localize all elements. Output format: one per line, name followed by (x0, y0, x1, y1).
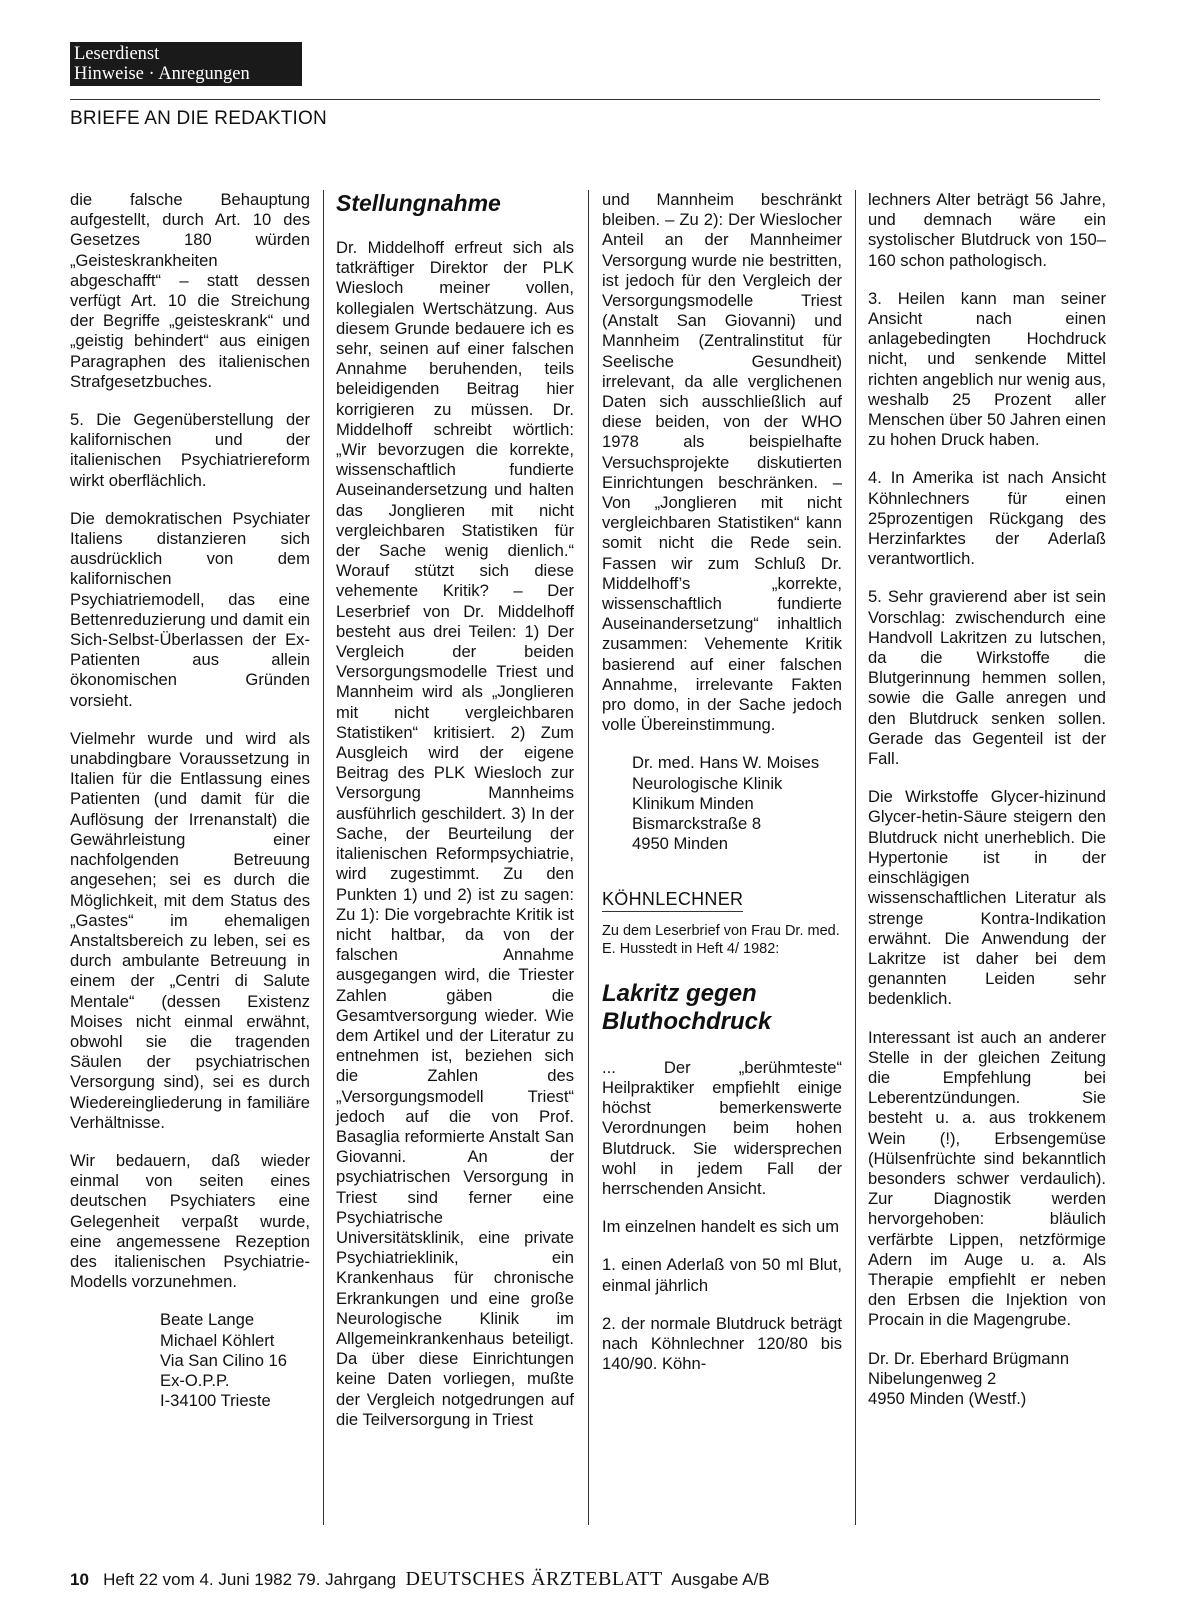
paragraph: 4. In Amerika ist nach Ansicht Köhnlechners für einen 25prozentigen Rückgang des Herzinfarktes der Aderlaß verantwortlich. (868, 468, 1106, 569)
paragraph: Die demokratischen Psychiater Italiens distanzieren sich ausdrücklich von dem kalifornischen Psychiatriemodell, das eine Bettenreduzierung und damit ein Sich-Selbst-Überlassen der Ex-Patienten aus allein ökonomischen Gründen vorsieht. (70, 508, 310, 710)
signature-line: Via San Cilino 16 (160, 1350, 287, 1370)
signature-block (632, 753, 842, 854)
paragraph: und Mannheim beschränkt bleiben. – Zu 2): Der Wieslocher Anteil an der Mannheimer Versorgung wurde nie bestritten, ist jedoch für den Vergleich der Versorgungsmodelle Triest (Anstalt San Giovanni) und Mannheim (Zentralinstitut für Seelische Gesundheit) irrelevant, da alle verglichenen Daten sich ausschließlich auf diese beiden, von der WHO 1978 als beispielhafte Versuchsprojekte diskutierten Einrichtungen beschränken. – Von „Jonglieren mit nicht vergleichbaren Statistiken“ kann somit nicht die Rede sein. Fassen wir zum Schluß Dr. Middelhoff’s „korrekte, wissenschaftlich fundierte Auseinandersetzung“ inhaltlich zusammen: Vehemente Kritik basierend auf einer falschen Annahme, irrelevante Fakten pro domo, in der Sache jedoch volle Übereinstimmung. (602, 190, 842, 735)
page-footer (70, 1568, 770, 1591)
signature-block (868, 1349, 1106, 1410)
magazine-name: DEUTSCHES ÄRZTEBLATT (405, 1568, 663, 1590)
article-heading: Lakritz gegen Bluthochdruck (602, 979, 772, 1035)
signature-line: Dr. med. Hans W. Moises (632, 753, 820, 773)
signature-line: Klinikum Minden (632, 793, 754, 813)
column-divider (323, 190, 324, 1525)
paragraph: Die Wirkstoffe Glycer-hizinund Glycer-hetin-Säure steigern den Blutdruck nicht unerheblich. Die Hypertonie ist in der einschlägigen wissenschaftlichen Literatur als strenge Kontra-Indikation erwähnt. Die Anwendung der Lakritze ist daher bei dem genannten Leiden sehr bedenklich. (868, 787, 1106, 1009)
paragraph: Vielmehr wurde und wird als unabdingbare Voraussetzung in Italien für die Entlassung eines Patienten (und damit für die Auflösung der Irrenanstalt) die Gewährleistung einer nachfolgenden Betreuung angesehen; sei es durch die Möglichkeit, mit dem Status des „Gastes“ im ehemaligen Anstaltsbereich zu leben, sei es durch ambulante Betreuung in einem der „Centri di Salute Mentale“ (dessen Existenz Moises nicht einmal erwähnt, obwohl sie die tragenden Säulen der psychiatrischen Versorgung sind), sei es durch Wiedereingliederung in familiäre Verhältnisse. (70, 728, 310, 1132)
signature-line: Beate Lange (160, 1310, 255, 1330)
paragraph: 5. Die Gegenüberstellung der kalifornischen und der italienischen Psychiatriereform wirkt oberflächlich. (70, 410, 310, 490)
signature-line: Bismarckstraße 8 (632, 814, 762, 834)
column-divider (588, 190, 589, 1525)
signature-line: Neurologische Klinik (632, 773, 783, 793)
paragraph: 5. Sehr gravierend aber ist sein Vorschlag: zwischendurch eine Handvoll Lakritzen zu lutschen, da die Wirkstoffe die Blutgerinnung hemmen sollen, sowie die Galle anregen und den Blutdruck senken sollen. Gerade das Gegenteil ist der Fall. (868, 587, 1106, 769)
paragraph: Interessant ist auch an anderer Stelle in der gleichen Zeitung die Empfehlung bei Leberentzündungen. Sie besteht u. a. aus trokkenem Wein (!), Erbsengemüse (Hülsenfrüchte sind bekanntlich besonders schwer verdaulich). Zur Diagnostik werden hervorgehoben: bläulich verfärbte Lippen, netzförmige Adern im Auge u. a. Als Therapie empfiehlt er neben den Erbsen die Injektion von Procain in die Magengrube. (868, 1027, 1106, 1330)
column-2 (336, 190, 574, 1448)
paragraph: die falsche Behauptung aufgestellt, durch Art. 10 des Gesetzes 180 würden „Geisteskrankheiten abgeschafft“ – statt dessen verfügt Art. 10 die Streichung der Begriffe „geisteskrank“ und „geistig behindert“ aus einigen Paragraphen des italienischen Strafgesetzbuches. (70, 190, 310, 391)
column-1 (70, 190, 310, 1411)
paragraph: ... Der „berühmteste“ Heilpraktiker empfiehlt einige höchst bemerkenswerte Verordnungen beim hohen Blutdruck. Sie widersprechen wohl in jedem Fall der herrschenden Ansicht. (602, 1057, 842, 1198)
paragraph: Wir bedauern, daß wieder einmal von seiten eines deutschen Psychiaters eine Gelegenheit verpaßt wurde, eine angemessene Rezeption des italienischen Psychiatrie-Modells vorzunehmen. (70, 1150, 310, 1292)
paragraph: 2. der normale Blutdruck beträgt nach Köhnlechner 120/80 bis 140/90. Köhn- (602, 1313, 842, 1374)
column-4 (868, 190, 1106, 1409)
section-label-line2: Hinweise · Anregungen (74, 64, 250, 84)
column-3 (602, 190, 842, 1392)
section-title: BRIEFE AN DIE REDAKTION (70, 108, 327, 129)
paragraph: Dr. Middelhoff erfreut sich als tatkräftiger Direktor der PLK Wiesloch meiner vollen, kollegialen Wertschätzung. Aus diesem Grunde bedauere ich es sehr, seinen auf einer falschen Annahme beruhenden, teils beleidigenden Beitrag hier korrigieren zu müssen. Dr. Middelhoff schreibt wörtlich: „Wir bevorzugen die korrekte, wissenschaftlich fundierte Auseinandersetzung und halten das Jonglieren mit nicht vergleichbaren Statistiken für der Sache wenig dienlich.“ Worauf stützt sich diese vehemente Kritik? – Der Leserbrief von Dr. Middelhoff besteht aus drei Teilen: 1) Der Vergleich der beiden Versorgungsmodelle Triest und Mannheim wird als „Jonglieren mit nicht vergleichbaren Statistiken“ kritisiert. 2) Zum Ausgleich wird der eigene Beitrag des PLK Wiesloch zur Versorgung Mannheims ausführlich geschildert. 3) In der Sache, der Beurteilung der italienischen Reformpsychiatrie, wird zugestimmt. Zu den Punkten 1) und 2) ist zu sagen: Zu 1): Die vorgebrachte Kritik ist nicht haltbar, da von der falschen Annahme ausgegangen wird, die Triester Zahlen gäben die Gesamtversorgung wieder. Wie dem Artikel und der Literatur zu entnehmen ist, beziehen sich die Zahlen des „Versorgungsmodell Triest“ jedoch auf die von Prof. Basaglia reformierte Anstalt San Giovanni. An der psychiatrischen Versorgung in Triest sind ferner eine Psychiatrische Universitätsklinik, eine private Psychiatrieklinik, ein Krankenhaus für chronische Erkrankungen und eine große Neurologische Klinik im Allgemeinkrankenhaus beteiligt. Da über diese Einrichtungen keine Daten vorliegen, mußte der Vergleich notgedrungen auf die Teilversorgung in Triest (336, 238, 574, 1429)
signature-line: 4950 Minden (Westf.) (868, 1388, 1027, 1408)
signature-line: Ex-O.P.P. (160, 1370, 230, 1390)
signature-line: Dr. Dr. Eberhard Brügmann (868, 1348, 1070, 1368)
signature-line: Michael Köhlert (160, 1330, 275, 1350)
paragraph: 3. Heilen kann man seiner Ansicht nach einen anlagebedingten Hochdruck nicht, und senkende Mittel richten angeblich nur wenig aus, weshalb 25 Prozent aller Menschen über 50 Jahren einen zu hohen Druck haben. (868, 288, 1107, 450)
signature-line: Nibelungenweg 2 (868, 1368, 997, 1388)
section-label-line1: Leserdienst (74, 44, 160, 64)
paragraph: Im einzelnen handelt es sich um (602, 1217, 840, 1237)
paragraph: 1. einen Aderlaß von 50 ml Blut, einmal jährlich (602, 1255, 842, 1295)
signature-line: 4950 Minden (632, 834, 728, 854)
article-intro: Zu dem Leserbrief von Frau Dr. med. E. Husstedt in Heft 4/ 1982: (602, 922, 840, 957)
article-kicker: KÖHNLECHNER (602, 889, 743, 912)
section-label (70, 42, 302, 86)
header-divider (70, 99, 1100, 100)
issue-info: Heft 22 vom 4. Juni 1982 79. Jahrgang (103, 1570, 397, 1589)
signature-line: I-34100 Trieste (160, 1391, 271, 1411)
column-divider (855, 190, 856, 1525)
page-number: 10 (70, 1570, 89, 1589)
edition-info: Ausgabe A/B (671, 1570, 770, 1589)
article-heading: Stellungnahme (336, 190, 501, 216)
signature-block (160, 1310, 310, 1411)
paragraph: lechners Alter beträgt 56 Jahre, und demnach wäre ein systolischer Blutdruck von 150–160 schon pathologisch. (868, 190, 1106, 270)
